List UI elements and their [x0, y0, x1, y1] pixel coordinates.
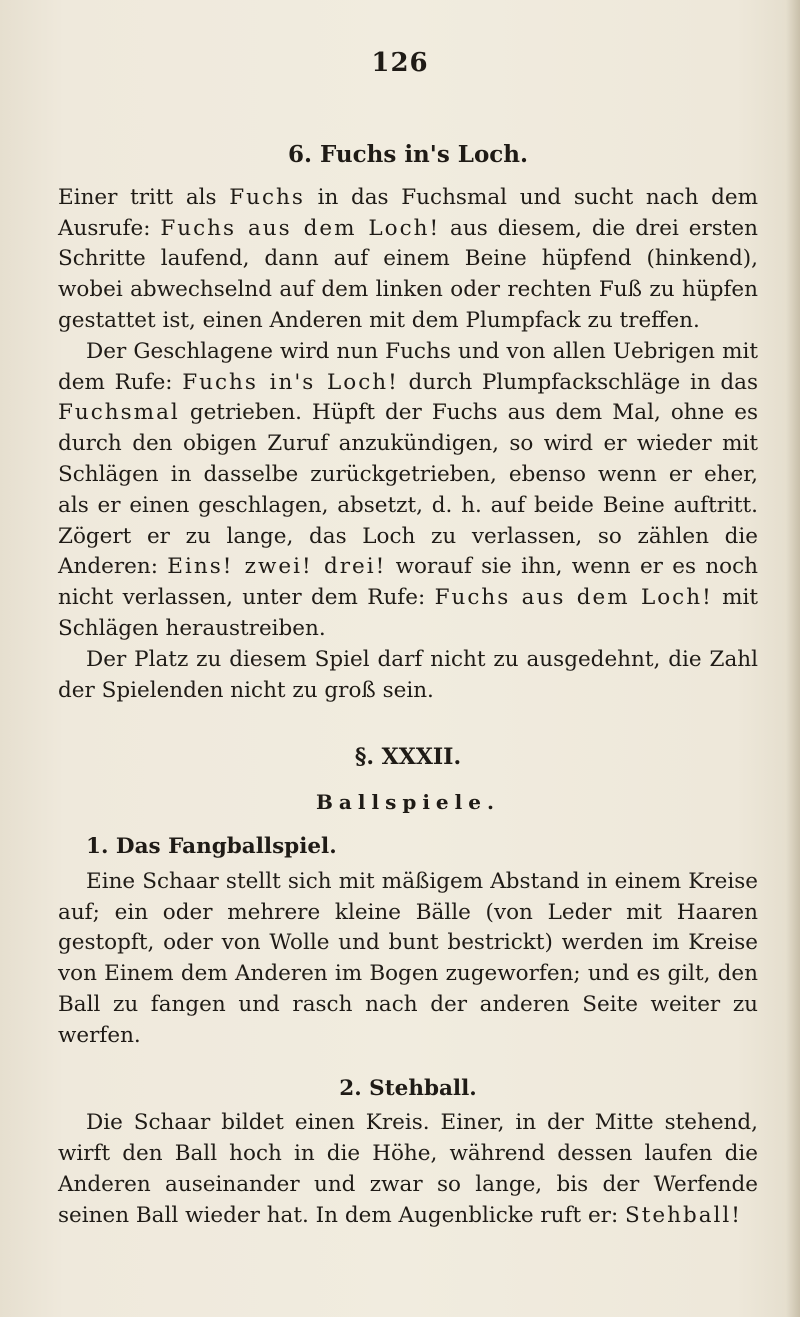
spaced-word: Fuchs — [229, 184, 305, 210]
spaced-call: Eins! zwei! drei! — [167, 554, 387, 580]
game-heading-fangball: 1. Das Fangballspiel. — [86, 833, 337, 859]
text-run: durch Plumpfackschläge in das — [398, 369, 758, 395]
paragraph-2 — [58, 337, 758, 645]
text-run: aus diesem, die drei ersten Schritte laufend, dann auf einem Beine hüpfend (hinkend), wobei abwechselnd auf dem linken oder rechten Fuß zu hüpfen gestattet ist, einen Anderen mit dem Plumpfack zu treffen. — [58, 215, 758, 333]
text-run: in das Fuchsmal und sucht nach dem Ausrufe: — [58, 184, 758, 241]
game-heading-fuchs: 6. Fuchs in's Loch. — [287, 141, 529, 168]
paragraph-stehball — [58, 1108, 758, 1231]
spaced-call: Stehball! — [625, 1202, 742, 1228]
text-run: mit Schlägen heraustreiben. — [58, 585, 758, 641]
paragraph-fangball: Eine Schaar stellt sich mit mäßigem Abstand in einem Kreise auf; ein oder mehrere kleine Bälle (von Leder mit Haaren gestopft, oder von Wolle und bunt bestrickt) werden im Kreise von Einem dem Anderen im Bogen zugeworfen; und es gilt, den Ball zu fangen und rasch nach der anderen Seite weiter zu werfen. — [58, 868, 758, 1048]
paragraph-3: Der Platz zu diesem Spiel darf nicht zu ausgedehnt, die Zahl der Spielenden nicht zu groß sein. — [58, 646, 758, 703]
game-heading-stehball: 2. Stehball. — [339, 1075, 477, 1101]
text-run: getrieben. Hüpft der Fuchs aus dem Mal, ohne es durch den obigen Zuruf anzukündigen, so wird er wieder mit Schlägen in dasselbe zurückgetrieben, ebenso wenn er eher, als er einen geschlagen, absetzt, d. h. auf beide Beine auftritt. Zögert er zu lange, das Loch zu verlassen, so zählen die Anderen: — [58, 400, 758, 580]
page-edge-shadow — [786, 0, 800, 1317]
spaced-call: Fuchs aus dem Loch! — [160, 215, 441, 241]
text-run: Die Schaar bildet einen Kreis. Einer, in der Mitte stehend, wirft den Ball hoch in die Höhe, während dessen laufen die Anderen auseinander und zwar so lange, bis der Werfende seinen Ball wieder hat. In dem Augenblicke ruft er: — [58, 1110, 758, 1228]
page-body — [58, 140, 758, 1232]
section-subheading: Ballspiele. — [316, 790, 500, 815]
spaced-call: Fuchs aus dem Loch! — [434, 585, 713, 611]
section-heading: §. XXXII. — [354, 744, 462, 771]
spaced-word: Fuchsmal — [58, 400, 180, 426]
spaced-call: Fuchs in's Loch! — [182, 369, 399, 395]
paragraph-1 — [58, 183, 758, 337]
text-run: Einer tritt als — [58, 184, 230, 210]
page-number: 126 — [371, 48, 429, 78]
text-run: worauf sie ihn, wenn er es noch nicht verlassen, unter dem Rufe: — [58, 554, 759, 611]
text-run: Der Geschlagene wird nun Fuchs und von allen Uebrigen mit dem Rufe: — [58, 338, 758, 395]
